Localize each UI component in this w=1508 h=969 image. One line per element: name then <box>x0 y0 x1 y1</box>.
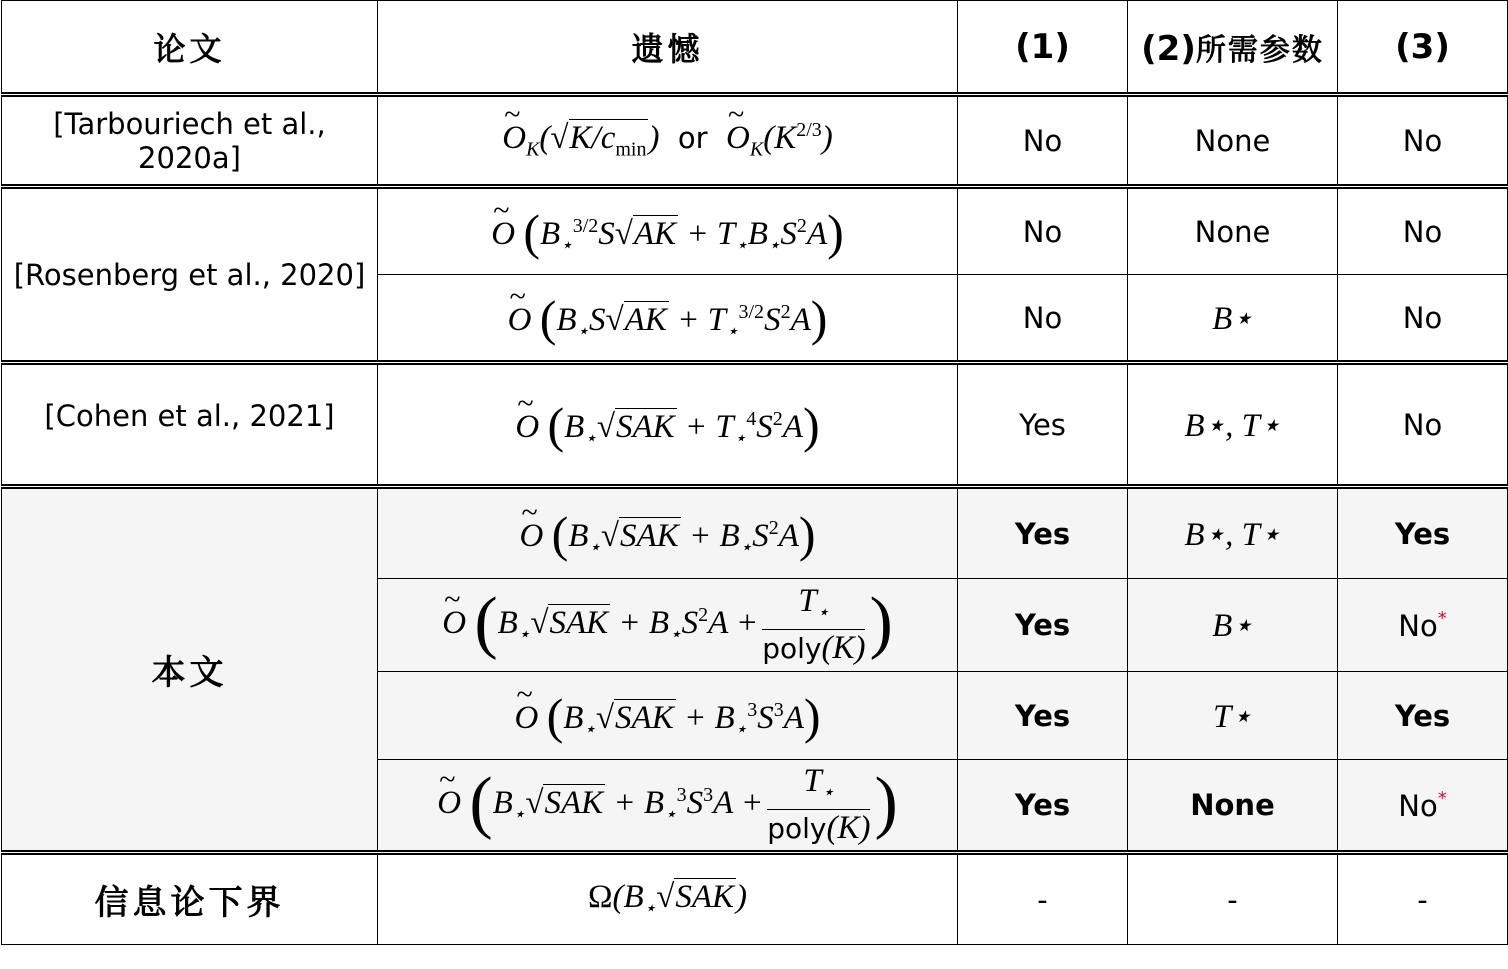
paper-cell: 本文 <box>2 487 378 853</box>
cell-c1: Yes <box>958 672 1128 760</box>
table-row <box>2 95 1508 187</box>
cell-c1: Yes <box>958 487 1128 579</box>
header-col-1: (1) <box>958 1 1128 95</box>
cell-c2: - <box>1128 853 1338 945</box>
cell-c3-text: No <box>1398 608 1438 643</box>
regret-cell: ~ O ($B_⋆√SAK + B_⋆S^2A$ + $\frac{T_⋆}{\text{poly(K)}}$ ) <box>378 579 958 672</box>
table-row <box>2 487 1508 579</box>
paper-cell: [Cohen et al., 2021] <box>2 363 378 487</box>
cell-c2: None <box>1128 760 1338 853</box>
cell-c1: No <box>958 95 1128 187</box>
asterisk-mark: * <box>1437 607 1447 629</box>
poly-text: poly <box>767 812 827 846</box>
poly-text: poly <box>762 632 822 666</box>
header-paper: 论文 <box>2 1 378 95</box>
regret-cell: ~ O $(B_⋆S√AK + T_⋆^{3/2}S^2A)$ <box>378 275 958 363</box>
regret-cell: ~ O $(B_⋆^{3/2}S√AK + T_⋆B_⋆S^2A)$ <box>378 187 958 275</box>
header-col-2-suffix: 所需参数 <box>1195 32 1324 68</box>
cell-c3 <box>1338 760 1508 853</box>
cell-c1: Yes <box>958 363 1128 487</box>
cell-c3: No <box>1338 275 1508 363</box>
regret-cell: ~ $O_K(√K/c_{min})$ or ~ $O_K(K^{2/3})$ <box>378 95 958 187</box>
paper-cell: [Tarbouriech et al., 2020a] <box>2 95 378 187</box>
cell-c1: Yes <box>958 760 1128 853</box>
regret-cell: ~ O ($B_⋆√SAK + B_⋆^3S^3A$ + $\frac{T_⋆}{\text{poly(K)}}$ ) <box>378 760 958 853</box>
cell-c3: Yes <box>1338 672 1508 760</box>
paper-cell: 信息论下界 <box>2 853 378 945</box>
or-text: or <box>677 121 708 156</box>
table-row <box>2 363 1508 487</box>
cell-c2: B⋆ <box>1128 579 1338 672</box>
regret-cell: ~ O $(B_⋆√SAK + T_⋆^4S^2A)$ <box>378 363 958 487</box>
cell-c1: Yes <box>958 579 1128 672</box>
cell-c3-text: No <box>1398 788 1438 823</box>
regret-cell: $\Omega(B_⋆√SAK)$ <box>378 853 958 945</box>
cell-c2: B⋆ <box>1128 275 1338 363</box>
cell-c3: No <box>1338 95 1508 187</box>
header-col-2-prefix: (2) <box>1141 28 1196 69</box>
comparison-table <box>1 0 1508 945</box>
asterisk-mark: * <box>1437 787 1447 809</box>
cell-c3: No <box>1338 363 1508 487</box>
cell-c1: - <box>958 853 1128 945</box>
cell-c3: Yes <box>1338 487 1508 579</box>
cell-c2: B⋆, T⋆ <box>1128 363 1338 487</box>
header-col-3: (3) <box>1338 1 1508 95</box>
regret-cell: ~ O $(B_⋆√SAK + B_⋆^3S^3A)$ <box>378 672 958 760</box>
header-row <box>2 1 1508 95</box>
table-row <box>2 853 1508 945</box>
cell-c1: No <box>958 187 1128 275</box>
cell-c2: T⋆ <box>1128 672 1338 760</box>
cell-c3: - <box>1338 853 1508 945</box>
cell-c3: No <box>1338 187 1508 275</box>
cell-c3 <box>1338 579 1508 672</box>
cell-c2: None <box>1128 187 1338 275</box>
paper-cell: [Rosenberg et al., 2020] <box>2 187 378 363</box>
header-col-2 <box>1128 1 1338 95</box>
cell-c2: None <box>1128 95 1338 187</box>
cell-c1: No <box>958 275 1128 363</box>
regret-cell: ~ O $(B_⋆√SAK + B_⋆S^2A)$ <box>378 487 958 579</box>
header-regret: 遗憾 <box>378 1 958 95</box>
table-row <box>2 187 1508 275</box>
cell-c2: B⋆, T⋆ <box>1128 487 1338 579</box>
